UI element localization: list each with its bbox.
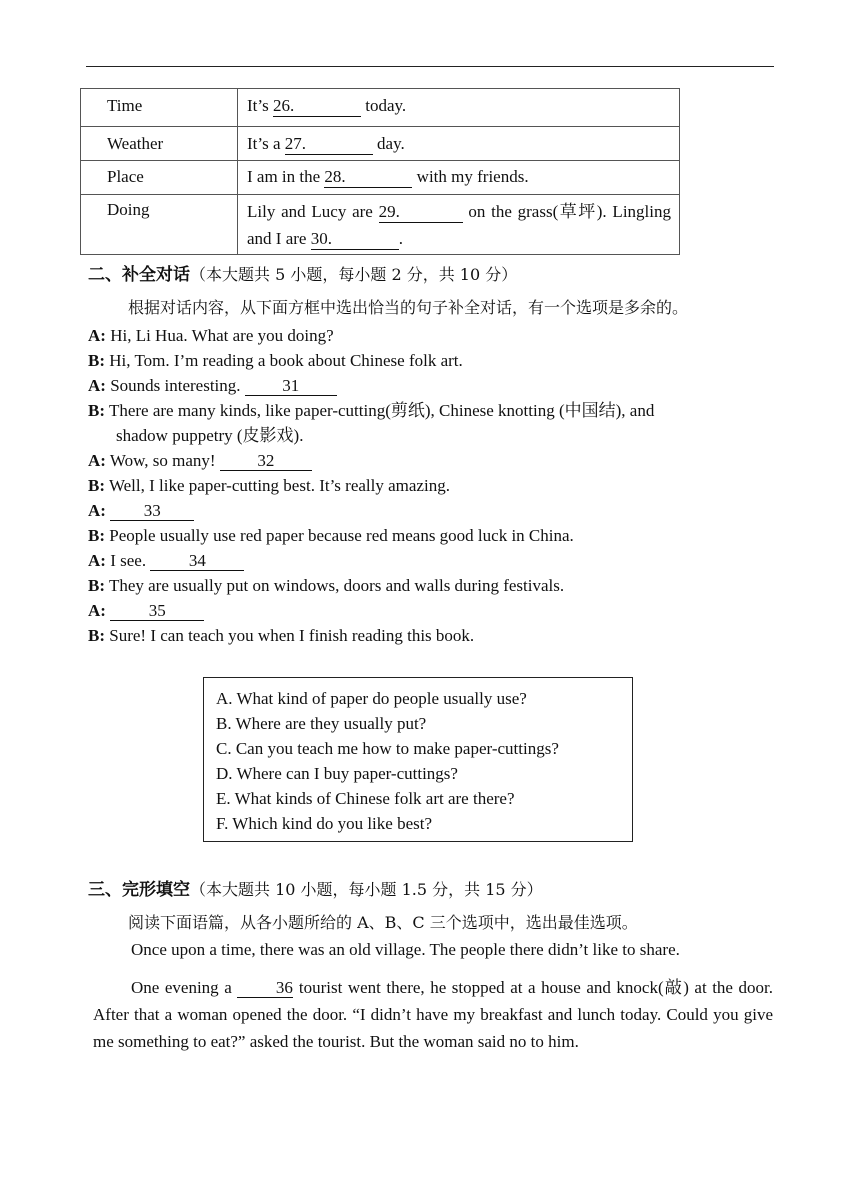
table-row — [81, 127, 680, 161]
section-instruction: 阅读下面语篇，从各小题所给的 A、B、C 三个选项中，选出最佳选项。 — [128, 913, 638, 932]
dialogue-line — [88, 398, 654, 423]
blank-number: 28. — [324, 167, 346, 186]
dialogue-text: Hi, Tom. I’m reading a book about Chinese folk art. — [105, 351, 463, 370]
speaker-label: B: — [88, 476, 105, 495]
header-rule — [86, 66, 774, 67]
row-text: It’s a — [247, 134, 285, 153]
diary-table — [80, 88, 680, 255]
dialogue-line — [88, 598, 204, 623]
dialogue-text: They are usually put on windows, doors and walls during festivals. — [105, 576, 565, 595]
passage-paragraph: Once upon a time, there was an old village. The people there didn’t like to share. — [131, 940, 680, 959]
dialogue-text: Hi, Li Hua. What are you doing? — [105, 326, 334, 345]
table-row — [81, 89, 680, 127]
dialogue-text: Sounds interesting. — [105, 376, 245, 395]
row-text: with my friends. — [412, 167, 529, 186]
row-content — [238, 89, 680, 127]
speaker-label: B: — [88, 351, 105, 370]
dialogue-line — [88, 623, 474, 648]
dialogue-text: People usually use red paper because red means good luck in China. — [105, 526, 574, 545]
answer-blank-28[interactable] — [324, 167, 412, 188]
dialogue-text: There are many kinds, like paper-cutting(剪纸), Chinese knotting (中国结), and — [105, 401, 655, 420]
blank-number: 27. — [284, 134, 307, 153]
speaker-label: B: — [88, 401, 105, 420]
option-item[interactable]: E. What kinds of Chinese folk art are there? — [216, 789, 515, 808]
blank-number: 29. — [378, 202, 400, 221]
blank-number: 30. — [310, 229, 332, 248]
row-text: on the grass(草坪). Lingling and I are — [247, 202, 671, 248]
answer-blank-30[interactable] — [311, 229, 399, 250]
dialogue-line — [88, 523, 574, 548]
section-note: （本大题共 5 小题，每小题 2 分，共 10 分） — [190, 265, 518, 284]
row-label: Time — [81, 89, 238, 127]
dialogue-gap-34[interactable]: 34 — [150, 551, 244, 571]
row-text: day. — [372, 134, 405, 153]
section-heading — [88, 260, 517, 285]
blank-number: 26. — [272, 96, 295, 115]
option-item[interactable]: A. What kind of paper do people usually use? — [216, 689, 527, 708]
row-label: Doing — [81, 195, 238, 255]
dialogue-line — [88, 323, 334, 348]
dialogue-gap-32[interactable]: 32 — [220, 451, 312, 471]
dialogue-line — [88, 373, 337, 398]
passage-text: One evening a — [131, 978, 238, 997]
section-title: 二、补全对话 — [88, 265, 190, 285]
row-content — [238, 195, 680, 255]
speaker-label: B: — [88, 576, 105, 595]
dialogue-line — [88, 573, 564, 598]
speaker-label: A: — [88, 501, 106, 520]
dialogue-gap-35[interactable]: 35 — [110, 601, 204, 621]
row-label: Place — [81, 161, 238, 195]
option-item[interactable]: F. Which kind do you like best? — [216, 814, 432, 833]
section-note: （本大题共 10 小题，每小题 1.5 分，共 15 分） — [190, 880, 543, 899]
dialogue-gap-33[interactable]: 33 — [110, 501, 194, 521]
speaker-label: A: — [88, 451, 106, 470]
dialogue-line — [88, 498, 194, 523]
dialogue-text: shadow puppetry (皮影戏). — [116, 426, 304, 445]
option-item[interactable]: B. Where are they usually put? — [216, 714, 427, 733]
dialogue-text: Wow, so many! — [105, 451, 220, 470]
row-content — [238, 127, 680, 161]
dialogue-text: I see. — [105, 551, 151, 570]
table-row — [81, 195, 680, 255]
dialogue-text: Well, I like paper-cutting best. It’s really amazing. — [105, 476, 450, 495]
options-box — [203, 677, 633, 842]
row-text: It’s — [247, 96, 273, 115]
dialogue-gap-31[interactable]: 31 — [245, 376, 337, 396]
table-row — [81, 161, 680, 195]
row-label: Weather — [81, 127, 238, 161]
cloze-gap-36[interactable]: 36 — [237, 978, 293, 998]
dialogue-text: Sure! I can teach you when I finish reading this book. — [105, 626, 475, 645]
row-text: Lily and Lucy are — [247, 202, 379, 221]
speaker-label: B: — [88, 626, 105, 645]
passage-paragraph — [93, 974, 773, 1055]
dialogue-line — [116, 423, 303, 448]
speaker-label: A: — [88, 376, 106, 395]
dialogue-line — [88, 448, 312, 473]
answer-blank-29[interactable] — [379, 202, 463, 223]
row-text: . — [398, 229, 403, 248]
speaker-label: B: — [88, 526, 105, 545]
section-heading — [88, 875, 543, 900]
option-item[interactable]: C. Can you teach me how to make paper-cuttings? — [216, 739, 559, 758]
section-title: 三、完形填空 — [88, 880, 190, 900]
speaker-label: A: — [88, 326, 106, 345]
section-instruction: 根据对话内容，从下面方框中选出恰当的句子补全对话，有一个选项是多余的。 — [128, 298, 689, 317]
row-text: I am in the — [247, 167, 325, 186]
answer-blank-26[interactable] — [273, 96, 361, 117]
answer-blank-27[interactable] — [285, 134, 373, 155]
dialogue-line — [88, 548, 244, 573]
passage-text: tourist went there, he stopped at a house and knock(敲) at the door. After that a woman opened the door. “I didn’t have my breakfast and lunch today. Could you give me something to eat?” asked the tourist. But the woman said no to him. — [93, 978, 773, 1051]
speaker-label: A: — [88, 551, 106, 570]
row-text: today. — [360, 96, 407, 115]
dialogue-line — [88, 348, 463, 373]
dialogue-line — [88, 473, 450, 498]
option-item[interactable]: D. Where can I buy paper-cuttings? — [216, 764, 458, 783]
speaker-label: A: — [88, 601, 106, 620]
row-content — [238, 161, 680, 195]
